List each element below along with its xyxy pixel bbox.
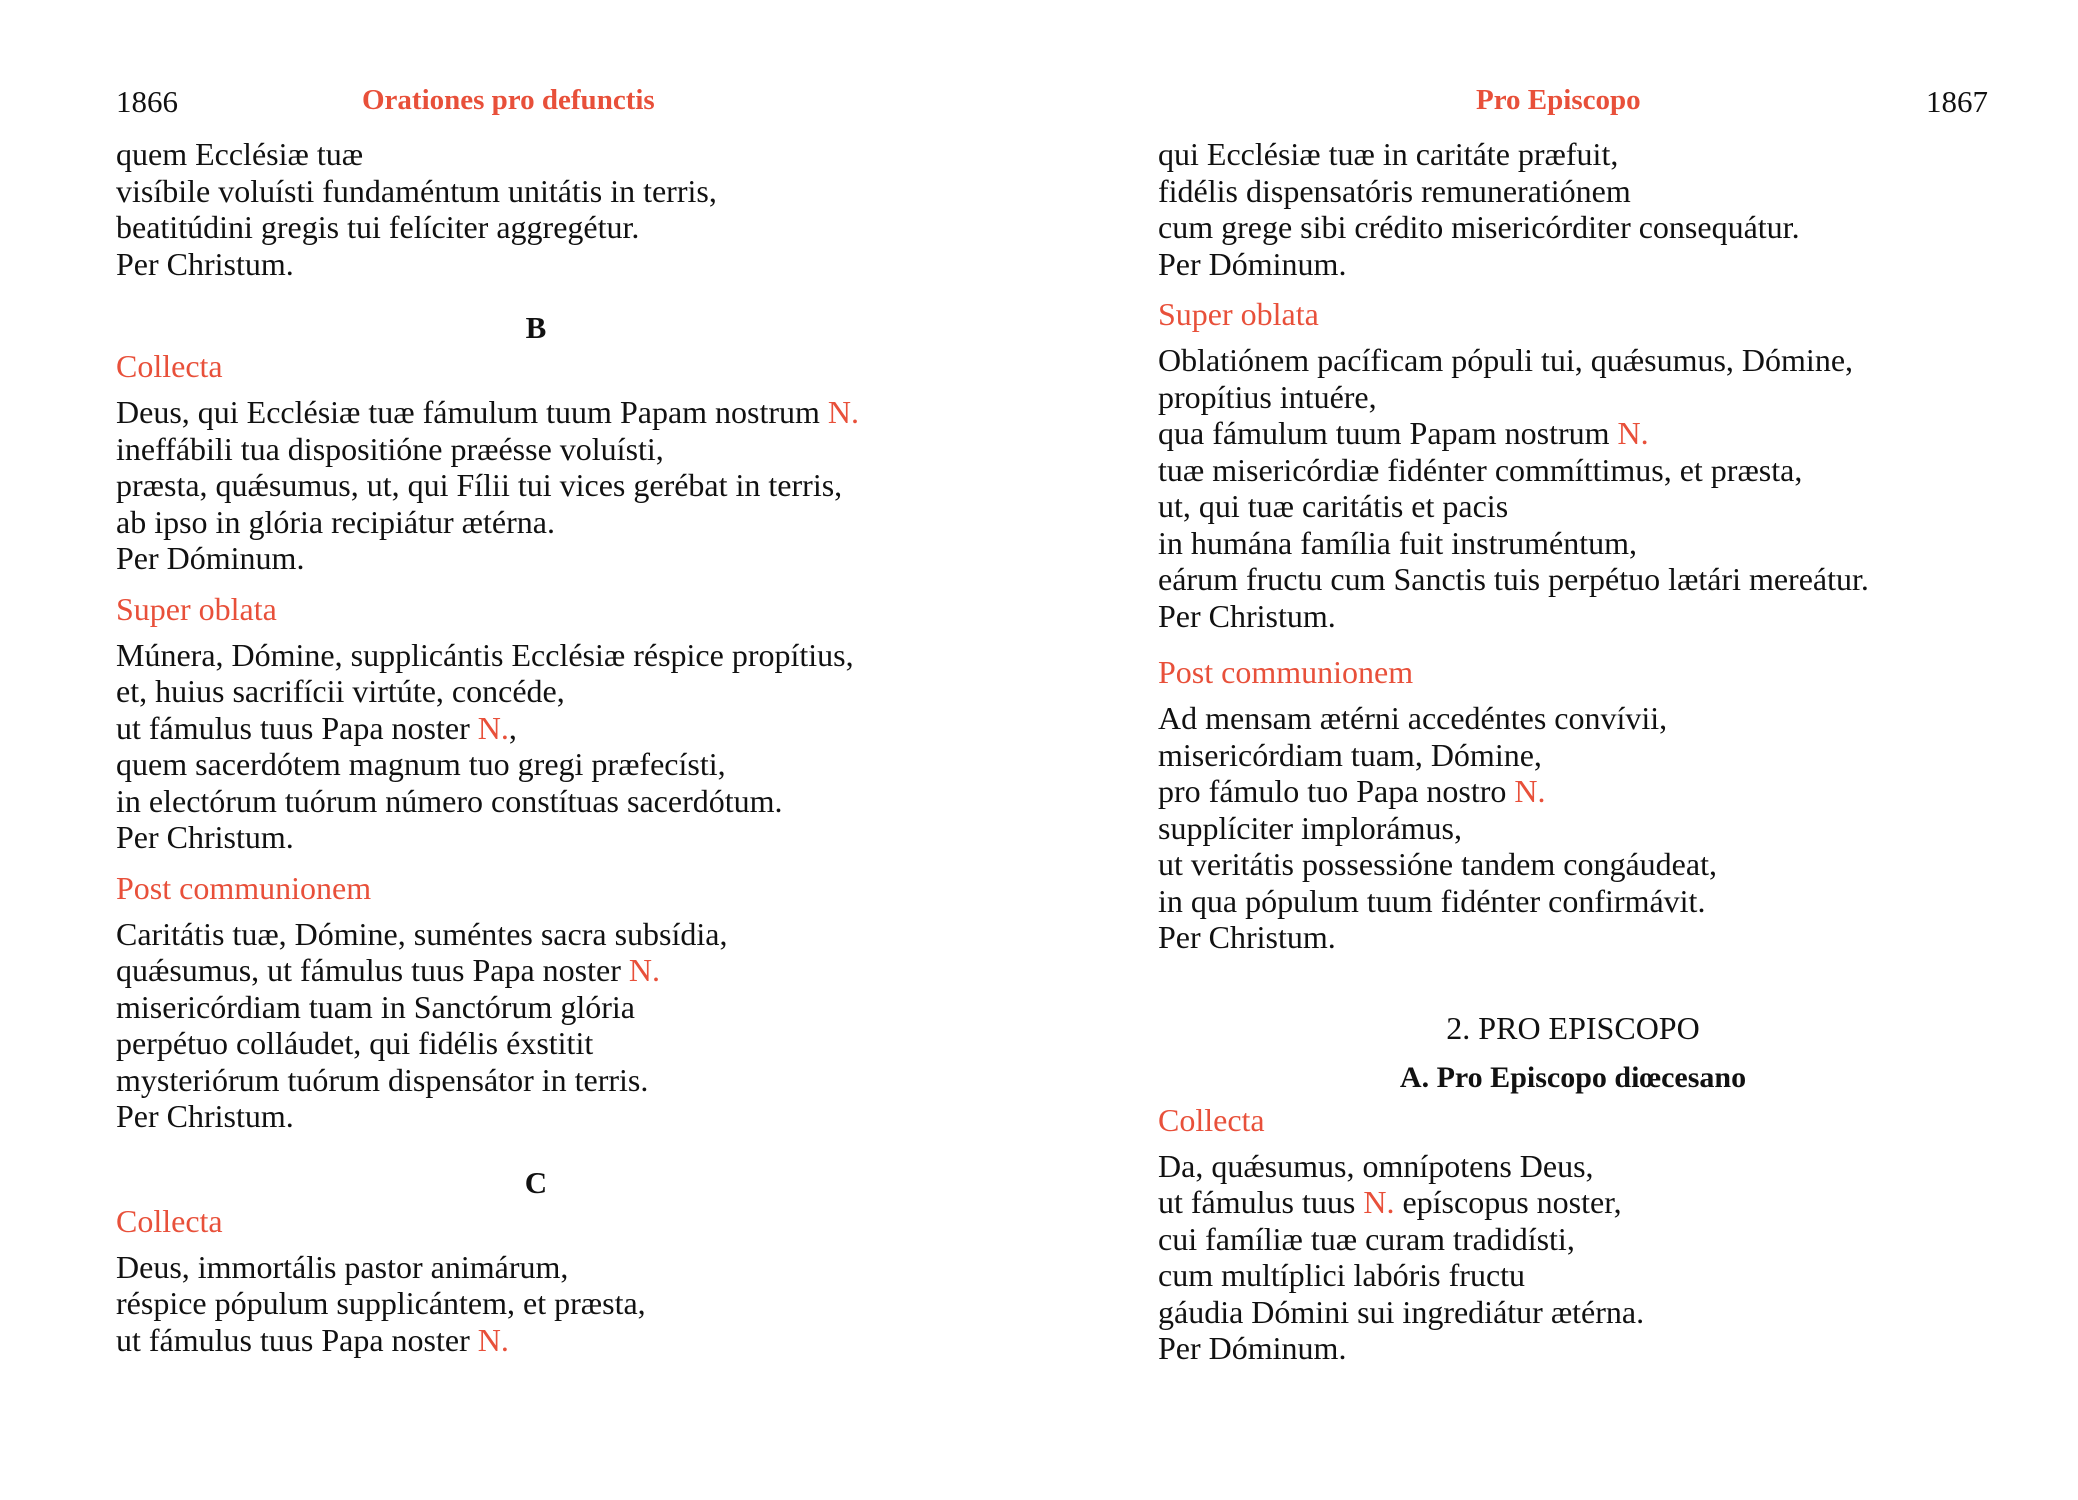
name-placeholder: N. xyxy=(1363,1184,1395,1220)
text-line: ut veritátis possessióne tandem congáudeat, xyxy=(1158,846,1717,882)
text-line: cum grege sibi crédito misericórditer consequátur. xyxy=(1158,209,1800,245)
continued-prayer xyxy=(116,136,956,282)
text-line: ut fámulus tuus Papa noster N. xyxy=(116,1321,509,1358)
page-number: 1866 xyxy=(116,84,178,119)
text-line: ut fámulus tuus Papa noster N., xyxy=(116,709,517,746)
name-placeholder: N. xyxy=(1514,773,1546,809)
text-line: eárum fructu cum Sanctis tuis perpétuo lætári mereátur. xyxy=(1158,561,1869,597)
rubric-post-communionem: Post communionem xyxy=(1158,654,1414,690)
page-number: 1867 xyxy=(1926,84,1988,119)
text-line: cui famíliæ tuæ curam tradidísti, xyxy=(1158,1220,1575,1257)
text-line: réspice pópulum supplicántem, et præsta, xyxy=(116,1285,646,1321)
text-line: fidélis dispensatóris remuneratiónem xyxy=(1158,172,1631,209)
text-line: quem Ecclésiæ tuæ xyxy=(116,136,364,172)
text-line: supplíciter implorámus, xyxy=(1158,809,1462,846)
text-line: misericórdiam tuam in Sanctórum glória xyxy=(116,988,635,1025)
section-heading: 2. PRO EPISCOPO xyxy=(1446,1009,1700,1046)
text-line: Per Christum. xyxy=(116,245,294,282)
text-line: perpétuo colláudet, qui fidélis éxstitit xyxy=(116,1025,594,1061)
text-line: propítius intuére, xyxy=(1158,378,1377,415)
section-subheading: A. Pro Episcopo diœcesano xyxy=(1399,1060,1747,1094)
section-letter: C xyxy=(524,1164,548,1200)
collecta-prayer xyxy=(116,1249,956,1359)
continued-prayer xyxy=(1158,136,1988,282)
text-line: Per Dóminum. xyxy=(1158,1330,1347,1366)
name-placeholder: N. xyxy=(1617,415,1649,451)
text-line: beatitúdini gregis tui felíciter aggregétur. xyxy=(116,209,640,245)
text-line: Da, quǽsumus, omnípotens Deus, xyxy=(1158,1147,1594,1184)
rubric-super-oblata: Super oblata xyxy=(116,590,277,627)
post-communionem-prayer xyxy=(1158,700,1988,956)
text-line: tuæ misericórdiæ fidénter commíttimus, et præsta, xyxy=(1158,451,1803,488)
text-line: gáudia Dómini sui ingrediátur ætérna. xyxy=(1158,1293,1645,1330)
right-running-head xyxy=(1158,78,1988,126)
rubric-super-oblata: Super oblata xyxy=(1158,296,1319,332)
text-line: præsta, quǽsumus, ut, qui Fílii tui vices gerébat in terris, xyxy=(116,467,843,503)
left-running-head xyxy=(116,78,956,126)
text-line: qui Ecclésiæ tuæ in caritáte præfuit, xyxy=(1158,136,1619,172)
text-line: Per Christum. xyxy=(116,819,294,855)
text-line: in humána família fuit instruméntum, xyxy=(1158,524,1638,561)
text-line: misericórdiam tuam, Dómine, xyxy=(1158,736,1542,773)
text-line: in qua pópulum tuum fidénter confirmávit. xyxy=(1158,882,1706,919)
text-line: Per Christum. xyxy=(1158,919,1336,955)
text-line: Deus, qui Ecclésiæ tuæ fámulum tuum Papam nostrum N. xyxy=(116,394,860,430)
text-line: Caritátis tuæ, Dómine, suméntes sacra subsídia, xyxy=(116,915,728,952)
text-line: quǽsumus, ut fámulus tuus Papa noster N. xyxy=(116,952,660,988)
rubric-post-communionem: Post communionem xyxy=(116,869,372,906)
collecta-prayer xyxy=(1158,1148,1988,1367)
rubric-collecta: Collecta xyxy=(116,1202,223,1239)
super-oblata-prayer xyxy=(116,637,956,856)
collecta-prayer xyxy=(116,394,956,577)
name-placeholder: N. xyxy=(827,394,860,430)
running-title: Orationes pro defunctis xyxy=(362,84,655,116)
text-line: Per Dóminum. xyxy=(1158,245,1347,282)
name-placeholder: N. xyxy=(628,952,660,988)
text-line: cum multíplici labóris fructu xyxy=(1158,1257,1526,1293)
text-line: in electórum tuórum número constítuas sacerdótum. xyxy=(116,782,783,819)
text-line: Ad mensam ætérni accedéntes convívii, xyxy=(1158,700,1668,736)
text-line: Múnera, Dómine, supplicántis Ecclésiæ réspice propítius, xyxy=(116,636,854,673)
text-line: pro fámulo tuo Papa nostro N. xyxy=(1158,773,1546,809)
running-title: Pro Episcopo xyxy=(1476,84,1641,116)
text-line: mysteriórum tuórum dispensátor in terris. xyxy=(116,1061,649,1098)
text-line: ut, qui tuæ caritátis et pacis xyxy=(1158,488,1509,524)
super-oblata-prayer xyxy=(1158,342,1988,634)
text-line: et, huius sacrifícii virtúte, concéde, xyxy=(116,673,565,709)
text-line: qua fámulum tuum Papam nostrum N. xyxy=(1158,415,1649,451)
text-line: Per Christum. xyxy=(1158,597,1336,634)
text-line: ineffábili tua dispositióne præésse voluísti, xyxy=(116,430,664,467)
left-page xyxy=(116,78,956,1358)
text-line: ab ipso in glória recipiátur ætérna. xyxy=(116,503,555,540)
name-placeholder: N. xyxy=(477,1321,509,1358)
section-letter: B xyxy=(525,310,547,345)
rubric-collecta: Collecta xyxy=(1158,1101,1265,1138)
right-page xyxy=(1158,78,1988,1367)
text-line: Per Dóminum. xyxy=(116,540,305,576)
rubric-collecta: Collecta xyxy=(116,348,223,384)
text-line: Oblatiónem pacíficam pópuli tui, quǽsumus, Dómine, xyxy=(1158,342,1854,378)
name-placeholder: N. xyxy=(477,709,509,746)
text-line: quem sacerdótem magnum tuo gregi præfecísti, xyxy=(116,746,726,782)
text-line: Deus, immortális pastor animárum, xyxy=(116,1248,569,1285)
text-line: Per Christum. xyxy=(116,1098,294,1134)
post-communionem-prayer xyxy=(116,916,956,1135)
text-line: visíbile voluísti fundaméntum unitátis in terris, xyxy=(116,172,717,209)
text-line: ut fámulus tuus N. epíscopus noster, xyxy=(1158,1184,1622,1220)
